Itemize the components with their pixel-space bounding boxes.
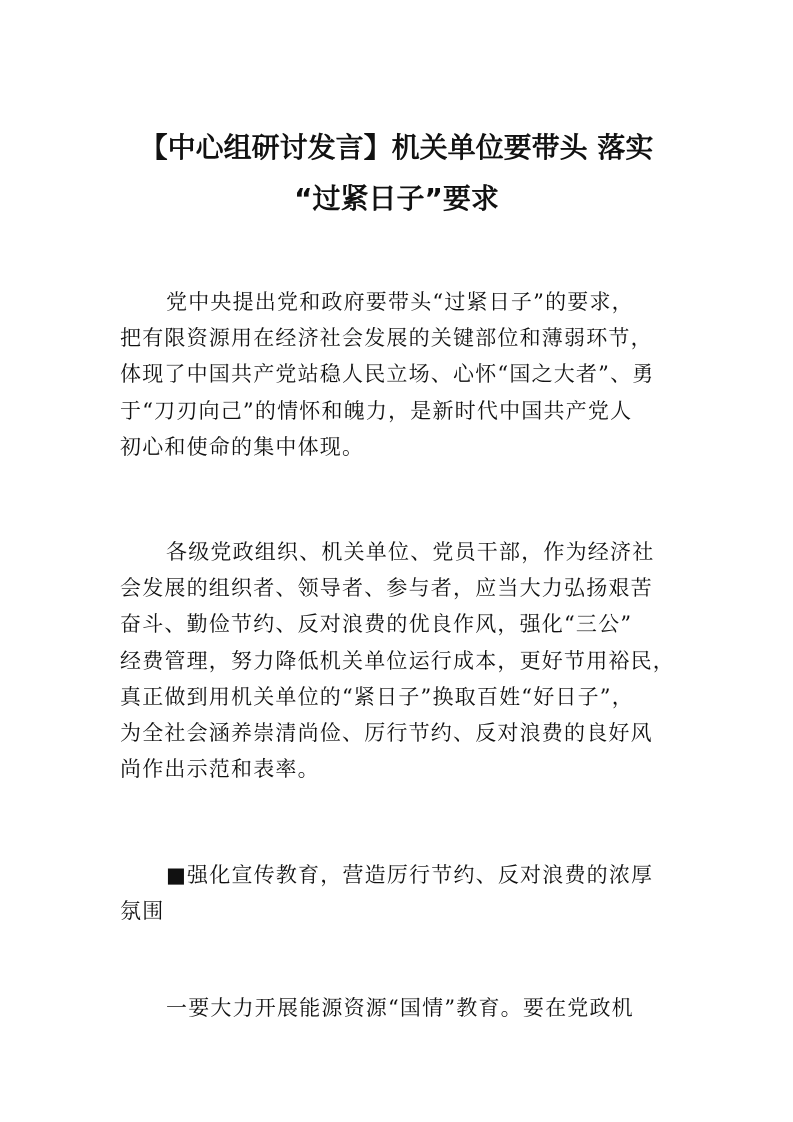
paragraph-3 bbox=[120, 990, 676, 1026]
paragraph-line: 初心和使命的集中体现。 bbox=[120, 434, 365, 459]
paragraph-line: 为全社会涵养崇清尚俭、厉行节约、反对浪费的良好风 bbox=[120, 721, 653, 746]
section-heading-line: ■强化宣传教育，营造厉行节约、反对浪费的浓厚 bbox=[166, 863, 654, 887]
paragraph-line: 体现了中国共产党站稳人民立场、心怀“国之大者”、勇 bbox=[120, 362, 655, 387]
document-title bbox=[120, 122, 673, 224]
paragraph-1 bbox=[120, 284, 676, 465]
paragraph-line: 经费管理，努力降低机关单位运行成本，更好节用裕民， bbox=[120, 648, 675, 673]
paragraph-line: 于“刀刃向己”的情怀和魄力，是新时代中国共产党人 bbox=[120, 398, 633, 423]
paragraph-2 bbox=[120, 534, 676, 787]
paragraph-line: 会发展的组织者、领导者、参与者，应当大力弘扬艰苦 bbox=[120, 576, 653, 601]
title-line-1: 【中心组研讨发言】机关单位要带头 落实 bbox=[139, 131, 654, 164]
title-line-2: “过紧日子”要求 bbox=[294, 182, 499, 215]
section-heading-line: 氛围 bbox=[120, 899, 165, 924]
paragraph-line: 真正做到用机关单位的“紧日子”换取百姓“好日子”， bbox=[120, 684, 634, 709]
paragraph-line: 各级党政组织、机关单位、党员干部，作为经济社 bbox=[166, 540, 655, 564]
paragraph-line: 把有限资源用在经济社会发展的关键部位和薄弱环节， bbox=[120, 326, 653, 351]
paragraph-line: 尚作出示范和表率。 bbox=[120, 757, 320, 782]
section-heading bbox=[120, 857, 676, 929]
paragraph-line: 奋斗、勤俭节约、反对浪费的优良作风，强化“三公” bbox=[120, 612, 633, 637]
paragraph-line: 一要大力开展能源资源“国情”教育。要在党政机 bbox=[166, 996, 634, 1020]
paragraph-line: 党中央提出党和政府要带头“过紧日子”的要求， bbox=[166, 290, 634, 314]
